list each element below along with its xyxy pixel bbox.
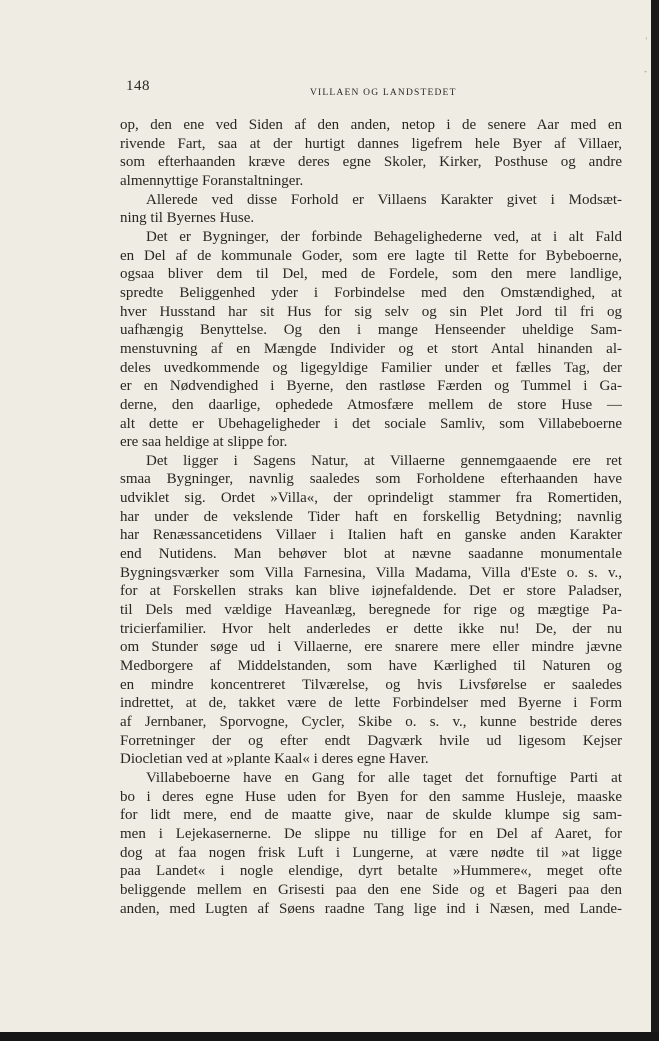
text-line: dog at faa nogen frisk Luft i Lungerne, at være nødte til »at ligge (120, 844, 622, 861)
text-line: paa Landet« i nogle elendige, dyrt betalte »Hummere«, meget ofte (120, 863, 622, 880)
text-line: anden, med Lugten af Søens raadne Tang lige ind i Næsen, med Lande- (120, 900, 622, 917)
text-line: har Renæssancetidens Villaer i Italien haft en ganske anden Karakter (120, 527, 622, 544)
text-line: for lidt mere, end de maatte give, naar de skulde klumpe sig sam- (120, 807, 622, 824)
text-line: Diocletian ved at »plante Kaal« i deres egne Haver. (120, 751, 429, 768)
text-line: Det er Bygninger, der forbinde Behagelighederne ved, at i alt Fald (146, 228, 622, 245)
text-line: Det ligger i Sagens Natur, at Villaerne gennemgaaende ere ret (146, 452, 622, 469)
edge-mark: ' (645, 36, 647, 46)
text-line: ere saa heldige at slippe for. (120, 434, 288, 451)
text-line: end Nutidens. Man behøver blot at nævne saadanne monumentale (120, 546, 622, 563)
text-line: om Stunder søge ud i Villaerne, ere snarere mere eller mindre jævne (120, 639, 622, 656)
text-line: uafhængig Benyttelse. Og den i mange Henseender uheldige Sam- (120, 322, 622, 339)
text-line: som efterhaanden kræve deres egne Skoler, Kirker, Posthuse og andre (120, 154, 622, 171)
text-line: en mindre koncentreret Tilværelse, og hvis Livsførelse er saaledes (120, 676, 622, 693)
text-line: indrettet, at de, takket være de lette Forbindelser med Byerne i Form (120, 695, 622, 712)
page-number: 148 (126, 78, 150, 94)
text-line: derne, den daarlige, ophedede Atmosfære mellem de store Huse — (120, 396, 622, 413)
page-header (120, 78, 622, 100)
text-line: almennyttige Foranstaltninger. (120, 172, 304, 189)
text-line: menstuvning af en Mængde Individer og et stort Antal hinanden al- (120, 340, 622, 357)
text-line: Bygningsværker som Villa Farnesina, Villa Madama, Villa d'Este o. s. v., (120, 564, 622, 581)
body-text (120, 116, 622, 918)
text-line: rivende Fart, saa at der hurtigt dannes ligefrem hele Byer af Villaer, (120, 135, 622, 152)
text-line: men i Lejekasernerne. De slippe nu tillige for en Del af Aaret, for (120, 825, 622, 842)
text-line: Medborgere af Middelstanden, som have Kærlighed til Naturen og (120, 658, 622, 675)
text-line: har under de vekslende Tider haft en forskellig Betydning; navnlig (120, 508, 622, 525)
text-line: Allerede ved disse Forhold er Villaens Karakter givet i Modsæt- (146, 191, 622, 208)
text-line: af Jernbaner, Sporvogne, Cycler, Skibe o. s. v., kunne bestride deres (120, 714, 622, 730)
text-line: tricierfamilier. Hvor helt anderledes er dette ikke nu! De, der nu (120, 620, 622, 637)
text-line: op, den ene ved Siden af den anden, netop i de senere Aar med en (120, 117, 622, 133)
text-line: smaa Bygninger, navnlig saaledes som Forholdene efterhaanden have (120, 471, 622, 488)
scan-edge (0, 1032, 659, 1041)
text-line: for at Forskellen straks kan blive iøjnefaldende. Det er store Paladser, (120, 583, 622, 600)
text-line: hver Husstand har sit Hus for sig selv og sin Plet Jord til fri og (120, 303, 622, 320)
text-line: deles uvedkommende og ligegyldige Familier under et fælles Tag, der (120, 359, 622, 376)
text-line: udviklet sig. Ordet »Villa«, der oprindeligt stammer fra Romertiden, (120, 490, 622, 507)
text-line: spredte Beliggenhed yder i Forbindelse med den Omstændighed, at (120, 284, 622, 301)
text-line: er en Nødvendighed i Byerne, den rastløse Færden og Tummel i Ga- (120, 378, 622, 395)
text-line: en Del af de kommunale Goder, som ere lagte til Rette for Bybeboerne, (120, 247, 622, 264)
text-line: Forretninger der og efter endt Dagværk hvile ud ligesom Kejser (120, 732, 622, 749)
running-head: VILLAEN OG LANDSTEDET (310, 88, 457, 98)
text-line: beliggende mellem en Grisesti paa den ene Side og et Bageri paa den (120, 881, 622, 898)
text-line: til Dels med vældige Haveanlæg, beregnede for rige og mægtige Pa- (120, 602, 622, 619)
text-line: bo i deres egne Huse uden for Byen for den samme Husleje, maaske (120, 788, 622, 805)
text-line: ning til Byernes Huse. (120, 210, 255, 227)
text-line: ogsaa bliver dem til Del, med de Fordele, som den mere landlige, (120, 266, 622, 283)
edge-mark: - (644, 66, 647, 76)
text-line: Villabeboerne have en Gang for alle taget det fornuftige Parti at (146, 769, 622, 786)
text-line: alt dette er Ubehageligheder i det sociale Samliv, som Villabeboerne (120, 415, 622, 432)
